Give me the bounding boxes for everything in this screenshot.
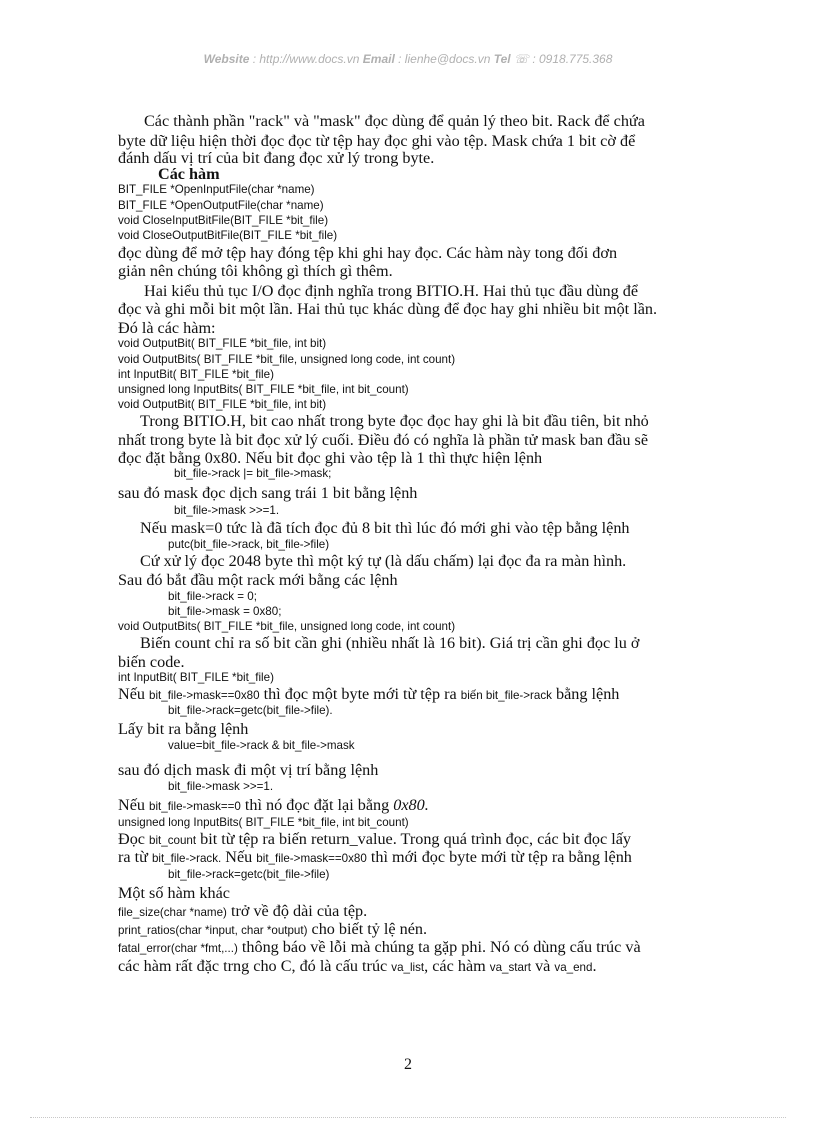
code-line: void OutputBit( BIT_FILE *bit_file, int bit) xyxy=(118,337,327,350)
code-line: int InputBit( BIT_FILE *bit_file) xyxy=(118,368,274,381)
text-fragment: thông báo về lỗi mà chúng ta gặp phi. Nó có dùng cấu trúc và xyxy=(241,938,641,956)
paragraph-line: Nếu mask=0 tức là đã tích đọc đủ 8 bit thì lúc đó mới ghi vào tệp bằng lệnh xyxy=(140,519,630,537)
value-fragment: 0x80. xyxy=(393,796,429,814)
code-fragment: biến bit_file->rack xyxy=(460,689,552,702)
code-fragment: fatal_error(char *fmt,...) xyxy=(118,942,238,955)
code-line: bit_file->rack = 0; xyxy=(168,590,257,603)
text-fragment: Đọc xyxy=(118,830,145,848)
code-line: bit_file->mask >>=1. xyxy=(168,780,274,793)
code-fragment: bit_file->mask==0x80 xyxy=(256,852,367,865)
paragraph-line: biến code. xyxy=(118,653,185,671)
code-fragment: bit_file->rack. xyxy=(151,852,222,865)
paragraph-line: nhất trong byte là bit đọc xử lý cuối. Điều đó có nghĩa là phần tử mask ban đầu sẽ xyxy=(118,431,649,449)
code-fragment: file_size(char *name) xyxy=(118,906,227,919)
paragraph-line: sau đó mask đọc dịch sang trái 1 bit bằng lệnh xyxy=(118,484,418,502)
text-fragment: Nếu xyxy=(118,796,145,814)
code-fragment: va_end xyxy=(554,961,593,974)
paragraph-line: Các thành phần "rack" và "mask" đọc dùng để quản lý theo bit. Rack để chứa xyxy=(144,112,645,130)
code-fragment: va_start xyxy=(489,961,532,974)
code-line: putc(bit_file->rack, bit_file->file) xyxy=(168,538,330,551)
page-header xyxy=(0,52,816,66)
code-line: bit_file->rack=getc(bit_file->file). xyxy=(168,704,333,717)
code-line: bit_file->rack=getc(bit_file->file) xyxy=(168,868,330,881)
section-heading: Các hàm xyxy=(158,165,220,183)
email-label: Email xyxy=(362,52,395,66)
paragraph-line: đọc đặt bằng 0x80. Nếu bit đọc ghi vào tệp là 1 thì thực hiện lệnh xyxy=(118,449,543,467)
code-line: void CloseOutputBitFile(BIT_FILE *bit_file) xyxy=(118,229,338,242)
code-line: void OutputBits( BIT_FILE *bit_file, unsigned long code, int count) xyxy=(118,620,456,633)
paragraph-line: Trong BITIO.H, bit cao nhất trong byte đọc đọc hay ghi là bit đầu tiên, bit nhỏ xyxy=(140,412,649,430)
code-line: bit_file->mask >>=1. xyxy=(174,504,280,517)
paragraph-line: đọc dùng để mở tệp hay đóng tệp khi ghi hay đọc. Các hàm này tong đối đơn xyxy=(118,244,618,262)
text-fragment: thì mới đọc byte mới từ tệp ra bằng lệnh xyxy=(370,848,632,866)
code-fragment: bit_file->mask==0 xyxy=(149,800,241,813)
tel-value: : 0918.775.368 xyxy=(532,52,613,66)
phone-icon: ☏ xyxy=(513,52,529,66)
paragraph-line xyxy=(118,685,619,704)
paragraph-line: Đó là các hàm: xyxy=(118,319,216,337)
text-fragment: thì nó đọc đặt lại bằng xyxy=(244,796,390,814)
code-fragment: print_ratios(char *input, char *output) xyxy=(118,924,308,937)
paragraph-line: Hai kiểu thủ tục I/O đọc định nghĩa trong BITIO.H. Hai thủ tục đầu dùng để xyxy=(144,282,639,300)
text-fragment: cho biết tỷ lệ nén. xyxy=(311,920,428,938)
paragraph-line xyxy=(118,830,631,849)
text-fragment: Nếu xyxy=(225,848,253,866)
paragraph-line: Sau đó bắt đầu một rack mới bằng các lệnh xyxy=(118,571,398,589)
paragraph-line: sau đó dịch mask đi một vị trí bằng lệnh xyxy=(118,761,379,779)
text-fragment: , các hàm xyxy=(424,957,486,975)
paragraph-line: Lấy bit ra bằng lệnh xyxy=(118,720,249,738)
code-line: BIT_FILE *OpenOutputFile(char *name) xyxy=(118,199,324,212)
paragraph-line: Cứ xử lý đọc 2048 byte thì một ký tự (là dấu chấm) lại đọc đa ra màn hình. xyxy=(140,552,627,570)
paragraph-line xyxy=(118,848,632,867)
text-fragment: các hàm rất đặc trng cho C, đó là cấu trúc xyxy=(118,957,388,975)
code-fragment: bit_count xyxy=(149,834,197,847)
code-line: bit_file->mask = 0x80; xyxy=(168,605,282,618)
email-value: : lienhe@docs.vn xyxy=(398,52,491,66)
code-line: void OutputBits( BIT_FILE *bit_file, unsigned long code, int count) xyxy=(118,353,456,366)
paragraph-line xyxy=(118,902,367,921)
paragraph-line: Một số hàm khác xyxy=(118,884,230,902)
page-number: 2 xyxy=(404,1056,412,1073)
paragraph-line: Biến count chỉ ra số bit cần ghi (nhiều nhất là 16 bit). Giá trị cần ghi đọc lu ở xyxy=(140,634,640,652)
code-line: void CloseInputBitFile(BIT_FILE *bit_file) xyxy=(118,214,329,227)
paragraph-line: đánh dấu vị trí của bit đang đọc xử lý trong byte. xyxy=(118,149,435,167)
code-fragment: va_list xyxy=(391,961,425,974)
text-fragment: ra từ xyxy=(118,848,148,866)
website-label: Website xyxy=(203,52,250,66)
code-line: value=bit_file->rack & bit_file->mask xyxy=(168,739,355,752)
text-fragment: bằng lệnh xyxy=(556,685,620,703)
text-fragment: . xyxy=(592,957,597,975)
paragraph-line xyxy=(118,938,641,957)
text-fragment: thì đọc một byte mới từ tệp ra xyxy=(263,685,457,703)
paragraph-line: byte dữ liệu hiện thời đọc đọc từ tệp hay đọc ghi vào tệp. Mask chứa 1 bit cờ để xyxy=(118,132,636,150)
paragraph-line: giản nên chúng tôi không gì thích gì thêm. xyxy=(118,262,393,280)
code-line: bit_file->rack |= bit_file->mask; xyxy=(174,467,332,480)
paragraph-line xyxy=(118,796,429,815)
text-fragment: trở về độ dài của tệp. xyxy=(230,902,368,920)
code-line: BIT_FILE *OpenInputFile(char *name) xyxy=(118,183,315,196)
website-value: : http://www.docs.vn xyxy=(252,52,360,66)
tel-label: Tel xyxy=(493,52,511,66)
code-fragment: bit_file->mask==0x80 xyxy=(149,689,260,702)
code-line: int InputBit( BIT_FILE *bit_file) xyxy=(118,671,274,684)
code-line: void OutputBit( BIT_FILE *bit_file, int bit) xyxy=(118,398,327,411)
paragraph-line: đọc và ghi mỗi bit một lần. Hai thủ tục khác dùng để đọc hay ghi nhiều bit một lần. xyxy=(118,300,658,318)
code-line: unsigned long InputBits( BIT_FILE *bit_file, int bit_count) xyxy=(118,383,409,396)
footer-divider xyxy=(30,1117,786,1118)
text-fragment: Nếu xyxy=(118,685,145,703)
paragraph-line xyxy=(118,957,597,976)
text-fragment: bit từ tệp ra biến return_value. Trong quá trình đọc, các bit đọc lấy xyxy=(200,830,632,848)
text-fragment: và xyxy=(535,957,551,975)
paragraph-line xyxy=(118,920,427,939)
code-line: unsigned long InputBits( BIT_FILE *bit_file, int bit_count) xyxy=(118,816,409,829)
